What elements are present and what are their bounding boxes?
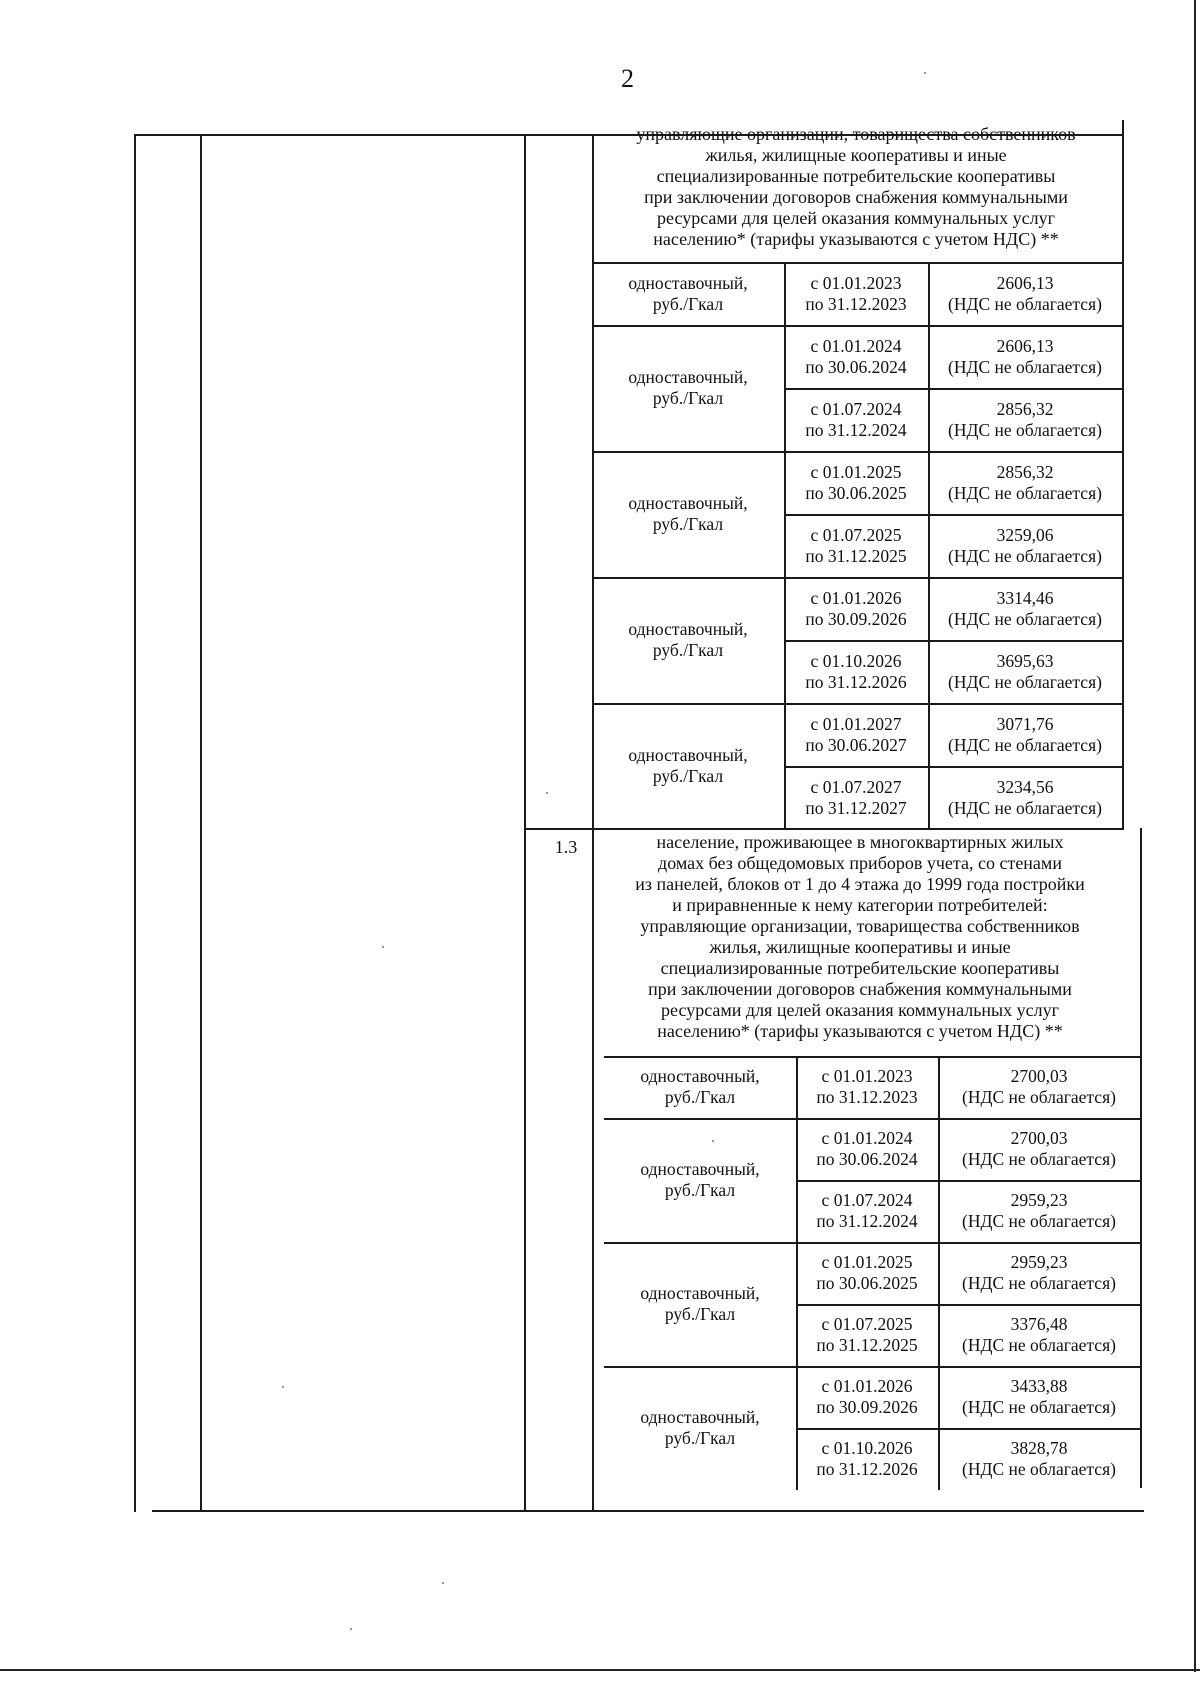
row-divider (796, 1304, 1140, 1306)
col-divider-value (938, 1242, 940, 1366)
value-cell (928, 388, 1122, 451)
col-divider-value (938, 1118, 940, 1242)
period-cell-line: с 01.01.2024 (810, 335, 902, 356)
value-cell (928, 640, 1122, 703)
rate-type-cell (604, 1056, 796, 1118)
value-cell-line: 2959,23 (1010, 1252, 1068, 1272)
col-divider-value (928, 325, 930, 451)
period-cell (784, 451, 928, 514)
rate-type-cell (592, 577, 784, 703)
col-divider-period (784, 577, 786, 703)
value-cell-line: 2856,32 (996, 398, 1054, 419)
value-cell (938, 1428, 1140, 1490)
value-cell-line: 2959,23 (1010, 1190, 1068, 1210)
period-cell-line: с 01.10.2026 (810, 650, 902, 671)
rate-type-cell-line: одноставочный, (640, 1159, 760, 1179)
value-cell-line: (НДС не облагается) (948, 734, 1102, 755)
row-divider (784, 640, 1122, 642)
col-divider-period (784, 262, 786, 325)
col-2-left (200, 134, 202, 1512)
rate-type-cell (592, 451, 784, 577)
col-divider-period (784, 325, 786, 451)
speck (282, 1386, 284, 1388)
page-number: 2 (621, 64, 635, 93)
rate-type-cell-line: одноставочный, (628, 367, 748, 387)
row-divider (784, 388, 1122, 390)
period-cell-line: по 31.12.2026 (816, 1459, 918, 1479)
value-cell-line: (НДС не облагается) (948, 608, 1102, 629)
period-cell-line: по 30.09.2026 (816, 1397, 918, 1417)
rate-type-cell-line: руб./Гкал (664, 1428, 736, 1448)
value-cell-line: 2700,03 (1010, 1128, 1068, 1148)
value-cell-line: (НДС не облагается) (948, 419, 1102, 440)
rate-type-cell (604, 1118, 796, 1242)
rate-type-cell-line: одноставочный, (640, 1407, 760, 1427)
period-cell-line: по 31.12.2023 (805, 293, 907, 314)
value-cell (938, 1180, 1140, 1242)
rate-type-cell (604, 1366, 796, 1490)
col-1-left (134, 134, 136, 1512)
speck (712, 1140, 714, 1142)
period-cell-line: с 01.01.2023 (810, 272, 902, 293)
value-cell-line: 2700,03 (1010, 1066, 1068, 1086)
rate-type-cell-line: одноставочный, (640, 1066, 760, 1086)
period-cell (796, 1180, 938, 1242)
period-cell (784, 577, 928, 640)
value-cell (938, 1304, 1140, 1366)
value-cell-line: (НДС не облагается) (948, 797, 1102, 818)
rate-type-cell-line: руб./Гкал (652, 293, 724, 314)
col-divider-value (928, 451, 930, 577)
value-cell (928, 703, 1122, 766)
rate-type-cell (592, 262, 784, 325)
value-cell-line: 3234,56 (996, 776, 1054, 797)
period-cell-line: с 01.07.2025 (810, 524, 902, 545)
rate-type-cell-line: руб./Гкал (652, 388, 724, 408)
scan-edge-bottom (0, 1669, 1200, 1671)
period-cell (796, 1242, 938, 1304)
col-divider-value (938, 1056, 940, 1118)
speck (350, 1628, 352, 1630)
speck (382, 946, 384, 948)
section-1-2-right-border (1122, 120, 1124, 828)
period-cell-line: по 31.12.2023 (816, 1087, 918, 1107)
rate-type-cell-line: руб./Гкал (652, 640, 724, 660)
period-cell (796, 1056, 938, 1118)
rate-type-cell-line: руб./Гкал (664, 1180, 736, 1200)
period-cell-line: по 30.06.2024 (816, 1149, 918, 1169)
value-cell (938, 1242, 1140, 1304)
period-cell-line: с 01.01.2025 (821, 1252, 913, 1272)
period-cell-line: с 01.07.2025 (821, 1314, 913, 1334)
period-cell-line: с 01.07.2027 (810, 776, 902, 797)
section-1-3-top-border (524, 828, 1124, 830)
period-cell-line: с 01.01.2024 (821, 1128, 913, 1148)
value-cell (928, 514, 1122, 577)
row-divider (784, 514, 1122, 516)
value-cell-line: 3259,06 (996, 524, 1054, 545)
value-cell-line: (НДС не облагается) (962, 1149, 1116, 1169)
value-cell-line: (НДС не облагается) (962, 1273, 1116, 1293)
rate-type-cell-line: руб./Гкал (652, 766, 724, 786)
value-cell (928, 325, 1122, 388)
rate-type-cell (592, 325, 784, 451)
rate-type-cell-line: руб./Гкал (664, 1087, 736, 1107)
period-cell-line: с 01.01.2026 (821, 1376, 913, 1396)
value-cell-line: 3314,46 (996, 587, 1054, 608)
value-cell-line: (НДС не облагается) (948, 545, 1102, 566)
value-cell-line: (НДС не облагается) (948, 671, 1102, 692)
period-cell-line: с 01.07.2024 (810, 398, 902, 419)
col-divider-period (796, 1366, 798, 1490)
period-cell (796, 1428, 938, 1490)
col-divider-value (938, 1366, 940, 1490)
section-1-2-intro: управляющие организации, товарищества собственников жилья, жилищные кооперативы и иные специализированные потребительские кооперативы при заключении договоров снабжения коммунальными ресурсами для целей оказания коммунальных услуг населению* (тарифы указываются с учетом НДС) ** (636, 124, 1076, 249)
period-cell-line: с 01.01.2026 (810, 587, 902, 608)
period-cell (784, 388, 928, 451)
period-cell (796, 1118, 938, 1180)
rate-type-cell-line: одноставочный, (628, 272, 748, 293)
section-1-3-number: 1.3 (554, 836, 578, 857)
value-cell-line: (НДС не облагается) (948, 356, 1102, 377)
period-cell (784, 703, 928, 766)
value-cell (938, 1118, 1140, 1180)
period-cell (796, 1366, 938, 1428)
col-divider-period (796, 1242, 798, 1366)
speck (442, 1582, 444, 1584)
period-cell-line: с 01.07.2024 (821, 1190, 913, 1210)
period-cell-line: по 31.12.2024 (816, 1211, 918, 1231)
row-divider (796, 1180, 1140, 1182)
rate-type-cell-line: одноставочный, (628, 745, 748, 765)
period-cell (784, 640, 928, 703)
row-divider (784, 766, 1122, 768)
value-cell (938, 1056, 1140, 1118)
value-cell-line: 3071,76 (996, 713, 1054, 734)
col-divider-period (796, 1118, 798, 1242)
period-cell-line: с 01.10.2026 (821, 1438, 913, 1458)
value-cell-line: 2606,13 (996, 335, 1054, 356)
col-divider-value (928, 703, 930, 829)
value-cell-line: (НДС не облагается) (948, 293, 1102, 314)
value-cell-line: 3376,48 (1010, 1314, 1068, 1334)
period-cell-line: по 30.06.2024 (805, 356, 907, 377)
period-cell-line: по 31.12.2027 (805, 797, 907, 818)
col-divider-period (784, 703, 786, 829)
rate-type-cell-line: одноставочный, (628, 619, 748, 639)
period-cell-line: по 31.12.2024 (805, 419, 907, 440)
period-cell-line: с 01.01.2025 (810, 461, 902, 482)
period-cell-line: по 30.06.2027 (805, 734, 907, 755)
period-cell-line: по 31.12.2026 (805, 671, 907, 692)
value-cell-line: 3695,63 (996, 650, 1054, 671)
speck (546, 792, 548, 794)
rate-type-cell (604, 1242, 796, 1366)
value-cell-line: (НДС не облагается) (962, 1459, 1116, 1479)
value-cell (938, 1366, 1140, 1428)
period-cell-line: с 01.01.2023 (821, 1066, 913, 1086)
period-cell-line: по 31.12.2025 (816, 1335, 918, 1355)
value-cell-line: 3433,88 (1010, 1376, 1068, 1396)
rate-type-cell (592, 703, 784, 829)
rate-type-cell-line: одноставочный, (640, 1283, 760, 1303)
table-bottom-border (152, 1510, 1144, 1512)
col-divider-period (784, 451, 786, 577)
rate-type-cell-line: одноставочный, (628, 493, 748, 513)
period-cell (784, 325, 928, 388)
period-cell (796, 1304, 938, 1366)
period-cell-line: по 31.12.2025 (805, 545, 907, 566)
value-cell-line: (НДС не облагается) (962, 1335, 1116, 1355)
value-cell (928, 577, 1122, 640)
value-cell-line: 3828,78 (1010, 1438, 1068, 1458)
col-divider-value (928, 577, 930, 703)
value-cell (928, 766, 1122, 829)
section-1-3-right-border (1140, 828, 1142, 1488)
value-cell (928, 262, 1122, 325)
value-cell-line: (НДС не облагается) (962, 1397, 1116, 1417)
scan-edge-right (1194, 0, 1196, 1672)
section-1-3-intro: население, проживающее в многоквартирных жилых домах без общедомовых приборов учета, со стенами из панелей, блоков от 1 до 4 этажа до 1999 года постройки и приравненные к нему категории потребителей: управляющие организации, товарищества собственников жилья, жилищные кооперативы и иные специализированные потребительские кооперативы при заключении договоров снабжения коммунальными ресурсами для целей оказания коммунальных услуг населению* (тарифы указываются с учетом НДС) ** (635, 832, 1085, 1041)
period-cell (784, 262, 928, 325)
rate-type-cell-line: руб./Гкал (664, 1304, 736, 1324)
value-cell (928, 451, 1122, 514)
col-divider-period (796, 1056, 798, 1118)
rate-type-cell-line: руб./Гкал (652, 514, 724, 534)
col-divider-value (928, 262, 930, 325)
period-cell-line: по 30.06.2025 (805, 482, 907, 503)
value-cell-line: 2606,13 (996, 272, 1054, 293)
speck (924, 72, 926, 74)
value-cell-line: (НДС не облагается) (962, 1211, 1116, 1231)
period-cell (784, 766, 928, 829)
period-cell-line: с 01.01.2027 (810, 713, 902, 734)
value-cell-line: (НДС не облагается) (948, 482, 1102, 503)
value-cell-line: (НДС не облагается) (962, 1087, 1116, 1107)
period-cell-line: по 30.09.2026 (805, 608, 907, 629)
period-cell (784, 514, 928, 577)
value-cell-line: 2856,32 (996, 461, 1054, 482)
period-cell-line: по 30.06.2025 (816, 1273, 918, 1293)
row-divider (796, 1428, 1140, 1430)
col-3-left (524, 134, 526, 1512)
